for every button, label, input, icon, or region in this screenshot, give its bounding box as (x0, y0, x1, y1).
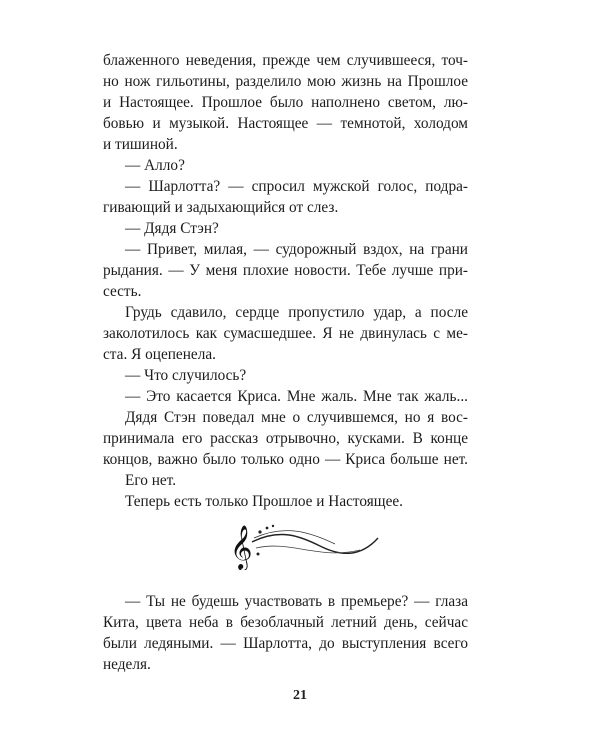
text-line: неделя. (103, 656, 151, 673)
text-line: Кита, цвета неба в безоблачный летний день, сейчас (103, 614, 468, 631)
section-text-2 (103, 591, 468, 675)
text-line: Теперь есть только Прошлое и Настоящее. (125, 493, 403, 510)
text-line: но нож гильотины, разделило мою жизнь на Прошлое (103, 73, 468, 90)
text-line: гивающий и задыхающийся от слез. (103, 199, 339, 216)
text-line: сесть. (103, 283, 142, 300)
text-line: и тишиной. (103, 136, 178, 153)
page-number: 21 (293, 688, 307, 703)
text-line: — Что случилось? (125, 367, 247, 384)
treble-clef-flourish-icon (230, 520, 380, 570)
text-line: бовью и музыкой. Настоящее — темнотой, холодом (103, 115, 468, 132)
text-line: были ледяными. — Шарлотта, до выступления всего (103, 635, 468, 652)
text-line: — Дядя Стэн? (125, 220, 219, 237)
text-line: заколотилось как сумасшедшее. Я не двинулась с ме- (103, 325, 468, 342)
text-line: — Алло? (125, 157, 185, 174)
text-line: — Это касается Криса. Мне жаль. Мне так жаль... (125, 388, 468, 405)
text-line: Дядя Стэн поведал мне о случившемся, но я вос- (125, 409, 468, 426)
text-line: ста. Я оцепенела. (103, 346, 216, 363)
text-line: — Привет, милая, — судорожный вздох, на грани (125, 241, 468, 258)
text-line: рыдания. — У меня плохие новости. Тебе лучше при- (103, 262, 468, 279)
text-line: и Настоящее. Прошлое было наполнено светом, лю- (103, 94, 468, 111)
text-line: — Ты не будешь участвовать в премьере? — глаза (125, 593, 468, 610)
svg-text:𝄞: 𝄞 (230, 525, 253, 569)
text-line: Грудь сдавило, сердце пропустило удар, а после (125, 304, 468, 321)
text-line: — Шарлотта? — спросил мужской голос, подра- (125, 178, 468, 195)
section-text-1 (103, 50, 468, 512)
text-line: концов, важно было только одно — Криса больше нет. (103, 451, 468, 468)
text-line: принимала его рассказ отрывочно, кусками. В конце (103, 430, 468, 447)
text-line: Его нет. (125, 472, 177, 489)
text-line: блаженного неведения, прежде чем случившееся, точ- (103, 52, 468, 69)
